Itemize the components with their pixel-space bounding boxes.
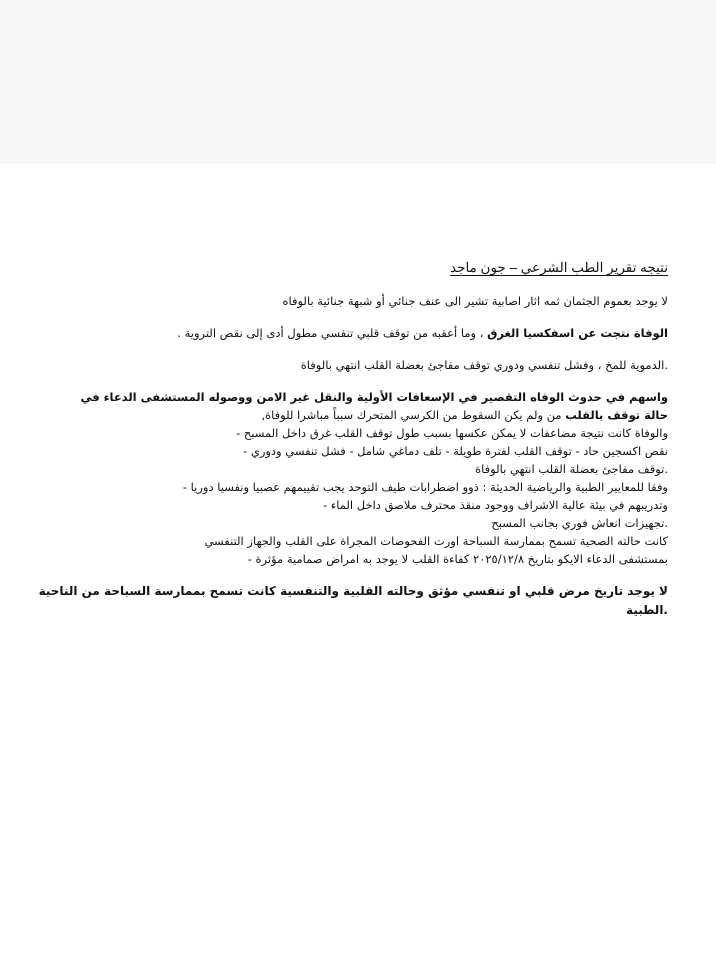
factors-line-9: كانت حالته الصحية تسمح بممارسة السباحة اورت الفحوصات المجراة على القلب والجهاز التنفسي [204, 534, 668, 548]
report-title: نتيجه تقرير الطب الشرعي – جون ماجد [450, 260, 668, 275]
factors-line-8: .تجهيزات انعاش فوري بجانب المسبح [491, 516, 668, 530]
forensic-report-document [38, 258, 668, 620]
factors-line-2 [93, 406, 668, 424]
factors-line-7: وتدريبهم في بيئة عالية الاشراف ووجود منقذ محترف ملاصق داخل الماء - [323, 498, 668, 512]
factors-line-2-bold: حالة توقف بالقلب [565, 408, 668, 422]
paragraph-cause-of-death [93, 324, 668, 342]
paragraph-brain-perfusion: .الدموية للمخ ، وفشل تنفسي ودوري توقف مفاجئ بعضلة القلب انتهي بالوفاة [300, 358, 668, 372]
conclusion-line-2: .الطبية [626, 603, 668, 617]
factors-line-2-rest: من ولم يكن السقوط من الكرسي المتحرك سبباً مباشرا للوفاة, [261, 408, 566, 422]
factors-line-6: وفقا للمعايير الطبية والرياضية الحديثة : ذوو اضطرابات طيف التوحد يجب تقييمهم عصبيا ونفسيا دوريا - [182, 480, 668, 494]
factors-line-1: واسهم في حدوث الوفاه التقصير في الإسعافات الأولية والنقل غير الامن ووصوله المستشفى الدعاء في [80, 390, 668, 404]
conclusion-paragraph [38, 582, 668, 620]
contributing-factors-block [80, 388, 668, 568]
conclusion-line-1: لا يوجد تاريخ مرض قلبي او تنفسي مؤثق وحالته القلبية والتنفسية كانت تسمح بممارسة السباحة من الناحية [38, 584, 668, 598]
paragraph-no-criminal-signs: لا يوجد بعموم الجثمان ثمه اثار اصابية تشير الى عنف جنائي أو شبهة جنائية بالوفاه [282, 294, 668, 308]
top-gray-band [0, 0, 716, 164]
factors-line-4: نقص اكسجين حاد - توقف القلب لفترة طويلة - تلف دماغي شامل - فشل تنفسي ودوري - [243, 444, 668, 458]
cause-of-death-rest: ، وما أعقبه من توقف قلبي تنفسي مطول أدى إلى نقص التروية . [177, 326, 488, 340]
factors-line-10: بمستشفى الدعاء الايكو بتاريخ ٢٠٢٥/١٢/٨ كفاءة القلب لا يوجد به امراض صمامية مؤثرة - [247, 552, 668, 566]
factors-line-5: .توقف مفاجئ بعضلة القلب انتهي بالوفاة [475, 462, 668, 476]
factors-line-3: والوفاة كانت نتيجة مضاعفات لا يمكن عكسها بسبب طول توقف القلب غرق داخل المسبح - [236, 426, 668, 440]
cause-of-death-bold: الوفاة نتجت عن اسفكسيا الغرق [487, 326, 668, 340]
